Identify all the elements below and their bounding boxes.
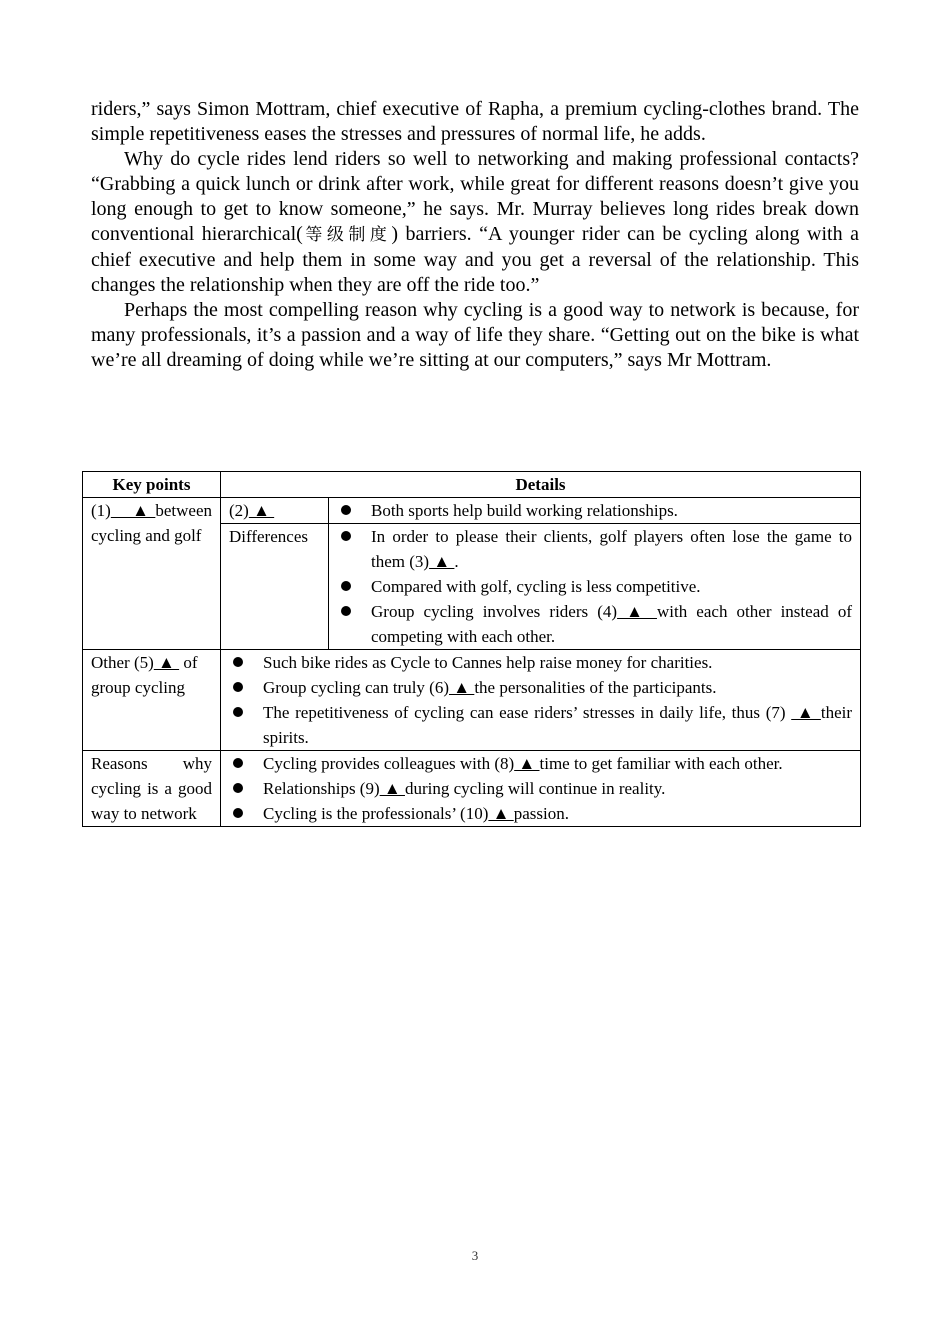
chinese-gloss: 等级制度 <box>302 225 392 245</box>
list-item: Group cycling can truly (6) ▲ the personalities of the participants. <box>229 675 852 700</box>
list-item: Both sports help build working relationships. <box>337 498 852 523</box>
paragraph-3: Perhaps the most compelling reason why cycling is a good way to network is because, for many professionals, it’s a passion and a way of life they share. “Getting out on the bike is what we’re all dreaming of doing while we’re sitting at our computers,” says Mr Mottram. <box>91 299 859 371</box>
list-item: Relationships (9) ▲ during cycling will continue in reality. <box>229 776 852 801</box>
key-points-table <box>82 471 861 827</box>
list-item: In order to please their clients, golf players often lose the game to them (3) ▲ . <box>337 524 852 574</box>
header-key-points: Key points <box>83 472 221 498</box>
answer-blank-8: ▲ <box>514 754 540 773</box>
answer-blank-5: ▲ <box>153 653 180 672</box>
differences-label-cell: Differences <box>221 524 329 650</box>
paragraph-1: riders,” says Simon Mottram, chief executive of Rapha, a premium cycling-clothes brand. The simple repetitiveness eases the stresses and pressures of normal life, he adds. <box>91 98 859 145</box>
paragraph-2: Why do cycle rides lend riders so well to networking and making professional contacts? “Grabbing a quick lunch or drink after work, while great for different reasons doesn’t give you long enough to get to know someone,” he says. Mr. Murray believes long rides break down conventional hierarchical(等级制度) barriers. “A younger rider can be cycling along with a chief executive and help them in some way and you get a reversal of the relationship. This changes the relationship when they are off the ride too.” <box>91 148 859 296</box>
answer-blank-7: ▲ <box>791 703 821 722</box>
table-row <box>83 498 861 524</box>
list-item: Such bike rides as Cycle to Cannes help raise money for charities. <box>229 650 852 675</box>
key-point-cell-2: Other (5) ▲ of group cycling <box>83 650 221 751</box>
benefits-detail-cell <box>221 650 861 751</box>
list-item: The repetitiveness of cycling can ease riders’ stresses in daily life, thus (7) ▲ their spirits. <box>229 700 852 750</box>
reasons-detail-cell <box>221 751 861 827</box>
key-point-cell-3: Reasons why cycling is a good way to network <box>83 751 221 827</box>
similarity-label-cell: (2) ▲ <box>221 498 329 524</box>
list-item: Cycling is the professionals’ (10) ▲ passion. <box>229 801 852 826</box>
list-item: Cycling provides colleagues with (8) ▲ time to get familiar with each other. <box>229 751 852 776</box>
header-details: Details <box>221 472 861 498</box>
article-text <box>91 97 859 373</box>
answer-blank-10: ▲ <box>488 804 514 823</box>
table-row <box>83 751 861 827</box>
differences-detail-cell <box>329 524 861 650</box>
answer-blank-2: ▲ <box>248 501 275 520</box>
table-row <box>83 650 861 751</box>
page-number: 3 <box>471 1248 479 1263</box>
answer-blank-1: ▲ <box>110 501 156 520</box>
list-item: Compared with golf, cycling is less competitive. <box>337 574 852 599</box>
table-header-row <box>83 472 861 498</box>
key-point-cell-1: (1) ▲between cycling and golf <box>83 498 221 650</box>
answer-blank-6: ▲ <box>449 678 475 697</box>
similarity-detail-cell <box>329 498 861 524</box>
answer-blank-9: ▲ <box>379 779 405 798</box>
answer-blank-4: ▲ <box>617 602 657 621</box>
answer-blank-3: ▲ <box>429 552 455 571</box>
list-item: Group cycling involves riders (4) ▲ with each other instead of competing with each other. <box>337 599 852 649</box>
